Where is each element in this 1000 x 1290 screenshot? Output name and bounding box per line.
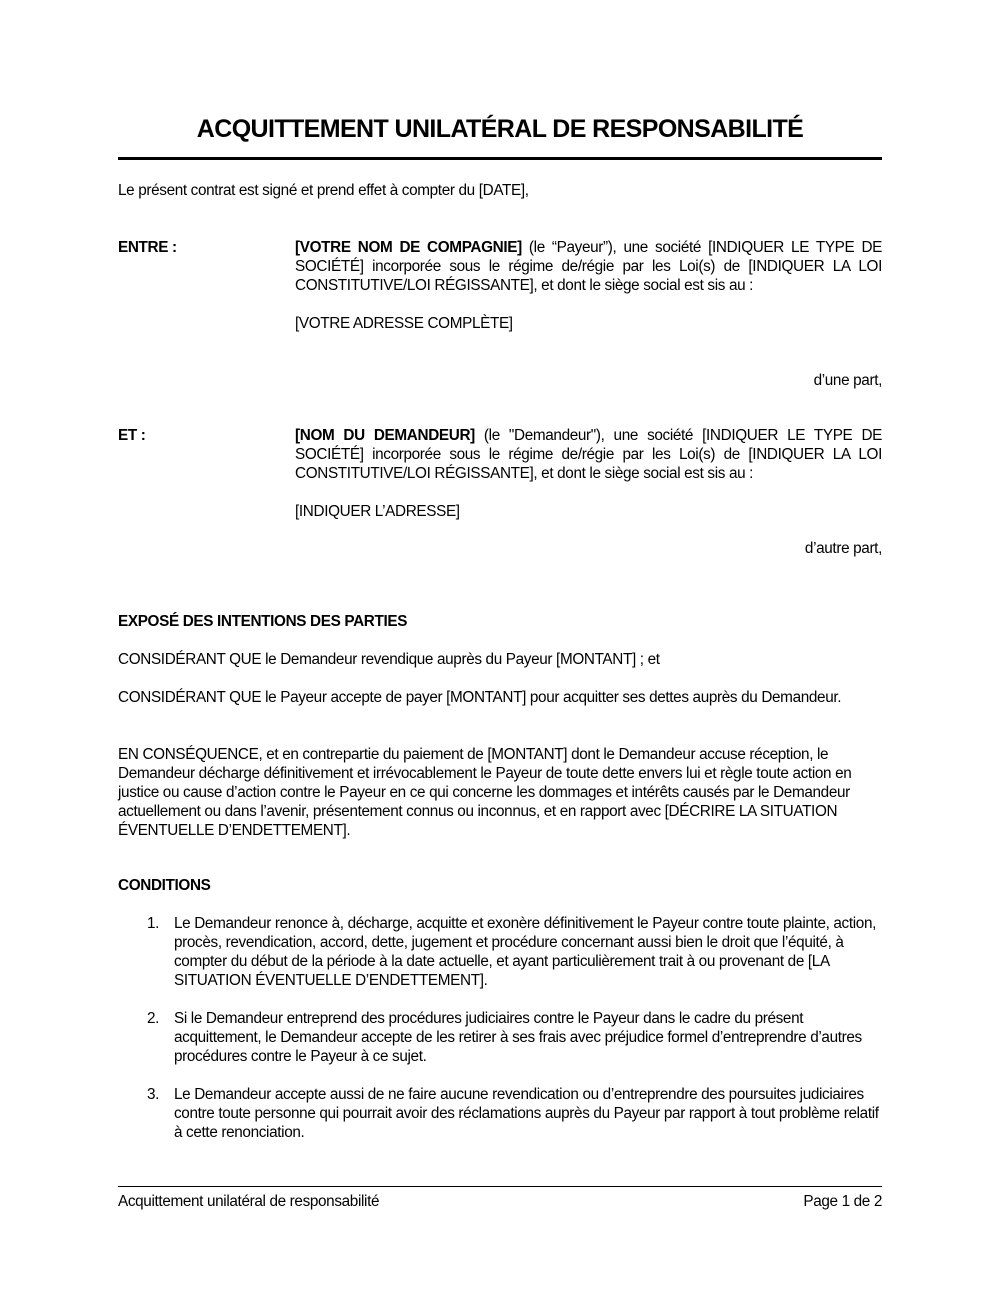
party-label: ENTRE : xyxy=(118,239,177,256)
footer-document-title: Acquittement unilatéral de responsabilité xyxy=(118,1193,380,1210)
party-description xyxy=(295,238,882,333)
title-divider xyxy=(118,157,882,160)
condition-text: Si le Demandeur entreprend des procédures judiciaires contre le Payeur dans le cadre du présent acquittement, le Demandeur accepte de les retirer à ses frais avec préjudice formel d’entreprendre d’autres procédures contre le Payeur à ce sujet. xyxy=(174,1010,862,1065)
conditions-list xyxy=(118,914,882,1161)
recital-paragraph: CONSIDÉRANT QUE le Payeur accepte de payer [MONTANT] pour acquitter ses dettes auprès du Demandeur. xyxy=(118,689,842,706)
party-address: [INDIQUER L’ADRESSE] xyxy=(295,503,460,520)
party-description xyxy=(295,426,882,521)
party-description-text: (le "Demandeur"), une société [INDIQUER LE TYPE DE SOCIÉTÉ] incorporée sous le régime de/régie par les Loi(s) de [INDIQUER LA LOI CONSTITUTIVE/LOI RÉGISSANTE], et dont le siège social est sis au : xyxy=(295,427,882,482)
condition-item xyxy=(118,914,882,990)
party-address: [VOTRE ADRESSE COMPLÈTE] xyxy=(295,315,513,332)
condition-number: 2. xyxy=(147,1010,160,1027)
intro-paragraph: Le présent contrat est signé et prend effet à compter du [DATE], xyxy=(118,182,529,199)
party-name: [VOTRE NOM DE COMPAGNIE] xyxy=(295,239,522,256)
condition-number: 3. xyxy=(147,1086,160,1103)
condition-item xyxy=(118,1009,882,1066)
condition-text: Le Demandeur accepte aussi de ne faire aucune revendication ou d’entreprendre des poursuites judiciaires contre toute personne qui pourrait avoir des réclamations auprès du Payeur par rapport à tout problème relatif à cette renonciation. xyxy=(174,1086,879,1141)
recitals-heading: EXPOSÉ DES INTENTIONS DES PARTIES xyxy=(118,613,408,630)
condition-item xyxy=(118,1085,882,1142)
condition-text: Le Demandeur renonce à, décharge, acquitte et exonère définitivement le Payeur contre toute plainte, action, procès, revendication, accord, dette, jugement et procédure concernant aussi bien le droit que l’équité, à compter du début de la période à la date actuelle, et ayant particulièrement trait à ou provenant de [LA SITUATION ÉVENTUELLE D’ENDETTEMENT]. xyxy=(174,915,877,989)
party-reference: d’autre part, xyxy=(804,540,882,557)
party-block-payer xyxy=(118,238,882,398)
document-title: ACQUITTEMENT UNILATÉRAL DE RESPONSABILITÉ xyxy=(196,115,804,143)
party-name: [NOM DU DEMANDEUR] xyxy=(295,427,475,444)
condition-number: 1. xyxy=(147,915,160,932)
conditions-heading: CONDITIONS xyxy=(118,877,211,894)
recital-paragraph: CONSIDÉRANT QUE le Demandeur revendique auprès du Payeur [MONTANT] ; et xyxy=(118,651,660,668)
party-reference: d’une part, xyxy=(813,372,882,389)
document-page xyxy=(118,0,882,1290)
page-number: Page 1 de 2 xyxy=(803,1193,882,1210)
footer-divider xyxy=(118,1186,882,1187)
party-label: ET : xyxy=(118,427,146,444)
party-description-text: (le “Payeur”), une société [INDIQUER LE TYPE DE SOCIÉTÉ] incorporée sous le régime de/régie par les Loi(s) de [INDIQUER LA LOI CONSTITUTIVE/LOI RÉGISSANTE], et dont le siège social est sis au : xyxy=(295,239,882,294)
party-block-claimant xyxy=(118,426,882,566)
recital-paragraph: EN CONSÉQUENCE, et en contrepartie du paiement de [MONTANT] dont le Demandeur accuse réception, le Demandeur décharge définitivement et irrévocablement le Payeur de toute dette envers lui et règle toute action en justice ou cause d’action contre le Payeur en ce qui concerne les dommages et intérêts causés par le Demandeur actuellement ou dans l’avenir, présentement connus ou inconnus, et en rapport avec [DÉCRIRE LA SITUATION ÉVENTUELLE D’ENDETTEMENT]. xyxy=(118,746,852,839)
